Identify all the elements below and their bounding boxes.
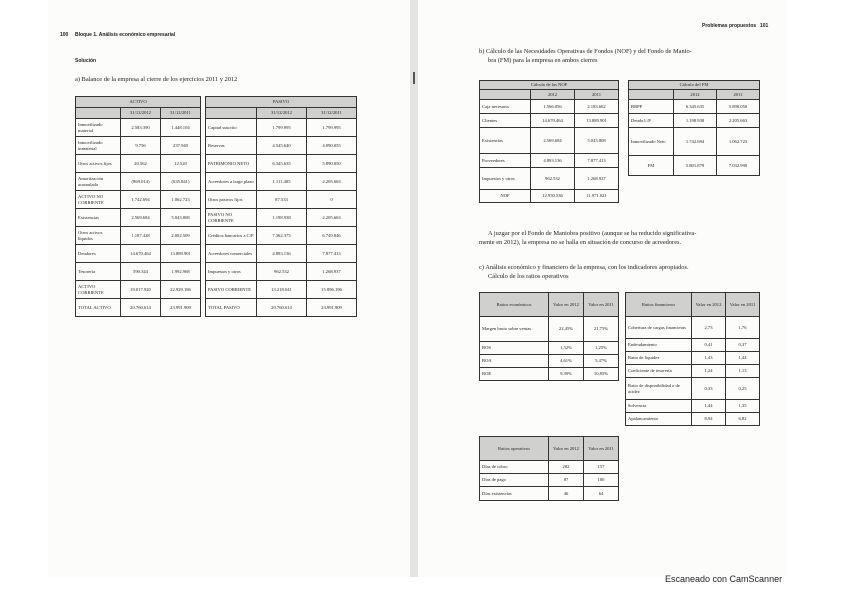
pasivo-2011-value: 7.877.413 <box>307 245 357 263</box>
activo-2011-value: 23.991.909 <box>161 299 201 317</box>
value-2011: 0,37 <box>726 339 760 352</box>
pasivo-2012-value: 4.545.640 <box>257 137 307 155</box>
activo-2012-value: 2.569.684 <box>121 209 161 227</box>
date-header: 31/12/2012 <box>257 108 307 119</box>
value-2011: 100 <box>584 474 619 487</box>
pasivo-2012-value: 20.760.614 <box>257 299 307 317</box>
table-row <box>480 474 619 487</box>
book-spine <box>410 0 418 577</box>
pasivo-2011-value: 0 <box>307 191 357 209</box>
table-row <box>76 299 357 317</box>
activo-label: TOTAL ACTIVO <box>76 299 121 317</box>
right-running-header: Problemas propuestos <box>702 23 757 29</box>
table-row <box>629 128 760 156</box>
row-label: Inmovilizado Neto <box>629 128 674 156</box>
pasivo-label: Acreedores a largo plazo <box>206 173 257 191</box>
row-label: Impuestos y otros <box>480 168 531 190</box>
table-row <box>480 114 619 128</box>
table-row <box>480 368 619 381</box>
row-label: Cobertura de cargas financieras <box>626 317 692 339</box>
activo-2012-value: 9.756 <box>121 137 161 155</box>
row-label: ROE <box>480 368 549 381</box>
fm-text-line1: A juzgar por el Fondo de Maniobra positivo (aunque se ha reducido significativa- <box>488 230 697 237</box>
solution-label: Solución <box>75 58 97 64</box>
table-row <box>480 487 619 501</box>
section-c-line2: Cálculo de los ratios operativos <box>488 273 569 280</box>
activo-2012-value: 1.187.428 <box>121 227 161 245</box>
pasivo-label: Reservas <box>206 137 257 155</box>
activo-label: Inmovilizado material <box>76 119 121 137</box>
value-2011: 64 <box>584 487 619 501</box>
year-header: 2012 <box>531 90 575 100</box>
activo-label: Otros activos fijos <box>76 155 121 173</box>
activo-2011-value: 1.992.968 <box>161 263 201 281</box>
value-2012: 12.950.536 <box>531 190 575 203</box>
table-row <box>480 128 619 154</box>
table-row <box>76 263 357 281</box>
value-2011: 157 <box>584 461 619 474</box>
pasivo-2012-value: 1.198.938 <box>257 209 307 227</box>
row-label: Días existencias <box>480 487 549 501</box>
value-2012-header: Valor en 2012 <box>692 293 726 317</box>
pasivo-header: PASIVO <box>206 97 357 108</box>
value-2012: 4,61% <box>549 355 584 368</box>
pasivo-2012-value: 1.799.995 <box>257 119 307 137</box>
value-2011: 5,47% <box>584 355 619 368</box>
activo-2012-value: 20.760.614 <box>121 299 161 317</box>
table-row <box>76 173 357 191</box>
table-row <box>480 317 619 342</box>
pasivo-2012-value: 7.362.375 <box>257 227 307 245</box>
nof-corner <box>480 90 531 100</box>
table-row <box>480 342 619 355</box>
balance-table <box>75 96 357 317</box>
table-row <box>629 156 760 176</box>
pasivo-2011-value: 15.896.196 <box>307 281 357 299</box>
value-2012: 46 <box>549 487 584 501</box>
right-page-number: 101 <box>760 23 769 29</box>
table-row <box>76 245 357 263</box>
row-label: Apalancamiento <box>626 413 692 426</box>
row-label: Ratio de disponibilidad o de acidez <box>626 378 692 400</box>
value-2011-header: Valor en 2011 <box>584 293 619 317</box>
section-a-title: a) Balance de la empresa al cierre de los ejercicios 2011 y 2012 <box>75 76 238 83</box>
value-2012: 0,41 <box>692 339 726 352</box>
row-label: Endeudamiento <box>626 339 692 352</box>
activo-2011-value: (635.841) <box>161 173 201 191</box>
value-2012: 22,45% <box>549 317 584 342</box>
value-2011: 11.971.021 <box>575 190 619 203</box>
ratios-financieros-header: Ratios financieros <box>626 293 692 317</box>
activo-label: Deudores <box>76 245 121 263</box>
table-row <box>480 355 619 368</box>
table-row <box>629 100 760 114</box>
table-row <box>629 114 760 128</box>
year-header: 2011 <box>717 90 760 100</box>
row-label: FM <box>629 156 674 176</box>
fm-table <box>628 80 760 176</box>
row-label: Días de pago <box>480 474 549 487</box>
pasivo-label: Créditos bancarios a C/P <box>206 227 257 245</box>
pasivo-label: Impuestos y otros <box>206 263 257 281</box>
activo-2011-value: 237.940 <box>161 137 201 155</box>
date-header: 31/12/2011 <box>161 108 201 119</box>
pasivo-2011-value: 5.890.050 <box>307 155 357 173</box>
value-2012: 1.566.056 <box>531 100 575 114</box>
year-header: 2011 <box>575 90 619 100</box>
pasivo-2011-value: 1.799.995 <box>307 119 357 137</box>
row-label: NOF <box>480 190 531 203</box>
nof-table <box>479 80 619 203</box>
table-row <box>626 339 760 352</box>
value-2012: 5.801.879 <box>674 156 717 176</box>
row-label: Deuda L/P <box>629 114 674 128</box>
value-2011: 2.205.663 <box>717 114 760 128</box>
activo-label: Inmovilizado inmaterial <box>76 137 121 155</box>
value-2011: 0,25 <box>726 378 760 400</box>
row-label: Clientes <box>480 114 531 128</box>
activo-2011-value: 1.448.104 <box>161 119 201 137</box>
left-running-header: Bloque 1. Análisis económico empresarial <box>75 32 176 38</box>
date-header: 31/12/2012 <box>121 108 161 119</box>
activo-2011-value: 22.929.186 <box>161 281 201 299</box>
table-row <box>76 209 357 227</box>
pasivo-label: Acreedores comerciales <box>206 245 257 263</box>
year-header: 2012 <box>674 90 717 100</box>
activo-label: Otros activos líquidos <box>76 227 121 245</box>
row-label: Margen bruto sobre ventas <box>480 317 549 342</box>
ratios-financieros-table <box>625 292 760 426</box>
activo-2011-value: 1.062.723 <box>161 191 201 209</box>
value-2011-header: Valor en 2011 <box>584 437 619 461</box>
scanner-watermark: Escaneado con CamScanner <box>665 574 783 584</box>
value-2012: 1,24 <box>692 365 726 378</box>
pasivo-label: Otros pasivos fijos <box>206 191 257 209</box>
value-2012: 1.742.694 <box>674 128 717 156</box>
value-2011: 13.889.901 <box>575 114 619 128</box>
table-row <box>76 191 357 209</box>
value-2012: 4.893.136 <box>531 154 575 168</box>
row-label: Días de cobro <box>480 461 549 474</box>
value-2011: 7.877.413 <box>575 154 619 168</box>
value-2012: 14.670.464 <box>531 114 575 128</box>
value-2011: 1,44 <box>726 352 760 365</box>
activo-2012-value: 14.670.464 <box>121 245 161 263</box>
value-2011: 5.043.808 <box>575 128 619 154</box>
pasivo-2011-value: 23.991.909 <box>307 299 357 317</box>
table-row <box>480 168 619 190</box>
activo-label: ACTIVO CORRIENTE <box>76 281 121 299</box>
value-2012: 8,94 <box>692 413 726 426</box>
activo-2012-value: 19.017.920 <box>121 281 161 299</box>
activo-label: ACTIVO NO CORRIENTE <box>76 191 121 209</box>
pasivo-2011-value: 4.090.055 <box>307 137 357 155</box>
ratios-operativos-header: Ratios operativos <box>480 437 549 461</box>
activo-2012-value: 590.344 <box>121 263 161 281</box>
value-2011: 6,82 <box>726 413 760 426</box>
value-2011: 1.062.723 <box>717 128 760 156</box>
pasivo-label: PASIVO CORRIENTE <box>206 281 257 299</box>
activo-header: ACTIVO <box>76 97 201 108</box>
activo-2011-value: 5.043.808 <box>161 209 201 227</box>
table-row <box>626 352 760 365</box>
value-2011: 1.268.937 <box>575 168 619 190</box>
table-row <box>626 365 760 378</box>
pasivo-label: Capital suscrito <box>206 119 257 137</box>
pasivo-label: TOTAL PASIVO <box>206 299 257 317</box>
table-row <box>76 119 357 137</box>
value-2011: 1,25% <box>584 342 619 355</box>
activo-2011-value: 2.002.509 <box>161 227 201 245</box>
activo-2012-value: 20.562 <box>121 155 161 173</box>
pasivo-label: PASIVO NO CORRIENTE <box>206 209 257 227</box>
ratios-economicos-header: Ratios económicos <box>480 293 549 317</box>
value-2012: 202 <box>549 461 584 474</box>
pasivo-corner <box>206 108 257 119</box>
pasivo-label: PATRIMONIO NETO <box>206 155 257 173</box>
value-2012: 2,73 <box>692 317 726 339</box>
table-row <box>76 137 357 155</box>
value-2011: 5.890.050 <box>717 100 760 114</box>
value-2012: 1,44 <box>692 400 726 413</box>
page-mark <box>413 72 415 84</box>
value-2011: 1,76 <box>726 317 760 339</box>
ratios-operativos-table <box>479 436 619 501</box>
table-row <box>480 100 619 114</box>
value-2012: 1.198.938 <box>674 114 717 128</box>
row-label: ROA <box>480 355 549 368</box>
fm-title: Cálculo del FM <box>629 81 760 90</box>
pasivo-2012-value: 962.532 <box>257 263 307 281</box>
pasivo-2011-value: 6.749.846 <box>307 227 357 245</box>
table-row <box>76 281 357 299</box>
value-2011: 1,13 <box>726 365 760 378</box>
value-2012: 962.532 <box>531 168 575 190</box>
value-2012: 1,52% <box>549 342 584 355</box>
value-2012-header: Valor en 2012 <box>549 293 584 317</box>
row-label: ROS <box>480 342 549 355</box>
nof-title: Cálculo de las NOF <box>480 81 619 90</box>
ratios-economicos-table <box>479 292 619 381</box>
pasivo-2012-value: 1.111.405 <box>257 173 307 191</box>
table-row <box>626 413 760 426</box>
section-b-line2: bra (FM) para la empresa en ambos cierres <box>488 57 598 64</box>
table-row <box>626 400 760 413</box>
fm-text-line2: mente en 2012), la empresa no se halla en situación de concurso de acreedores. <box>479 239 682 246</box>
value-2011-header: Valor en 2011 <box>726 293 760 317</box>
value-2011: 10,85% <box>584 368 619 381</box>
row-label: Caja necesaria <box>480 100 531 114</box>
pasivo-2011-value: 1.268.937 <box>307 263 357 281</box>
value-2012: 9,39% <box>549 368 584 381</box>
value-2012-header: Valor en 2012 <box>549 437 584 461</box>
row-label: Existencias <box>480 128 531 154</box>
value-2012: 2.569.684 <box>531 128 575 154</box>
table-row <box>480 154 619 168</box>
table-row <box>480 190 619 203</box>
value-2012: 87 <box>549 474 584 487</box>
row-label: Proveedores <box>480 154 531 168</box>
pasivo-2011-value: 2.205.663 <box>307 173 357 191</box>
pasivo-2012-value: 87.533 <box>257 191 307 209</box>
activo-label: Existencias <box>76 209 121 227</box>
table-row <box>76 155 357 173</box>
activo-2012-value: 2.583.390 <box>121 119 161 137</box>
activo-2011-value: 13.889.901 <box>161 245 201 263</box>
date-header: 31/12/2011 <box>307 108 357 119</box>
value-2012: 0,33 <box>692 378 726 400</box>
activo-2012-value: 1.742.694 <box>121 191 161 209</box>
activo-2011-value: 12.520 <box>161 155 201 173</box>
section-b-line1: b) Cálculo de las Necesidades Operativas de Fondos (NOF) y del Fondo de Manio- <box>479 48 692 55</box>
row-label: Coeficiente de tesorería <box>626 365 692 378</box>
value-2011: 21,75% <box>584 317 619 342</box>
value-2011: 2.183.662 <box>575 100 619 114</box>
value-2012: 1,43 <box>692 352 726 365</box>
table-row <box>480 461 619 474</box>
row-label: Ratio de liquidez <box>626 352 692 365</box>
row-label: RRPP <box>629 100 674 114</box>
value-2012: 6.345.635 <box>674 100 717 114</box>
table-row <box>76 227 357 245</box>
left-page-number: 100 <box>60 32 69 38</box>
section-c-line1: c) Análisis económico y financiero de la empresa, con los indicadores apropiados. <box>479 264 689 271</box>
pasivo-2012-value: 6.345.635 <box>257 155 307 173</box>
activo-corner <box>76 108 121 119</box>
pasivo-2011-value: 2.205.663 <box>307 209 357 227</box>
pasivo-2012-value: 13.218.041 <box>257 281 307 299</box>
fm-corner <box>629 90 674 100</box>
activo-2012-value: (869.014) <box>121 173 161 191</box>
table-row <box>626 317 760 339</box>
table-row <box>626 378 760 400</box>
row-label: Solvencia <box>626 400 692 413</box>
activo-label: Tesorería <box>76 263 121 281</box>
pasivo-2012-value: 4.893.136 <box>257 245 307 263</box>
value-2011: 7.032.990 <box>717 156 760 176</box>
value-2011: 1,35 <box>726 400 760 413</box>
activo-label: Amortización acumulada <box>76 173 121 191</box>
